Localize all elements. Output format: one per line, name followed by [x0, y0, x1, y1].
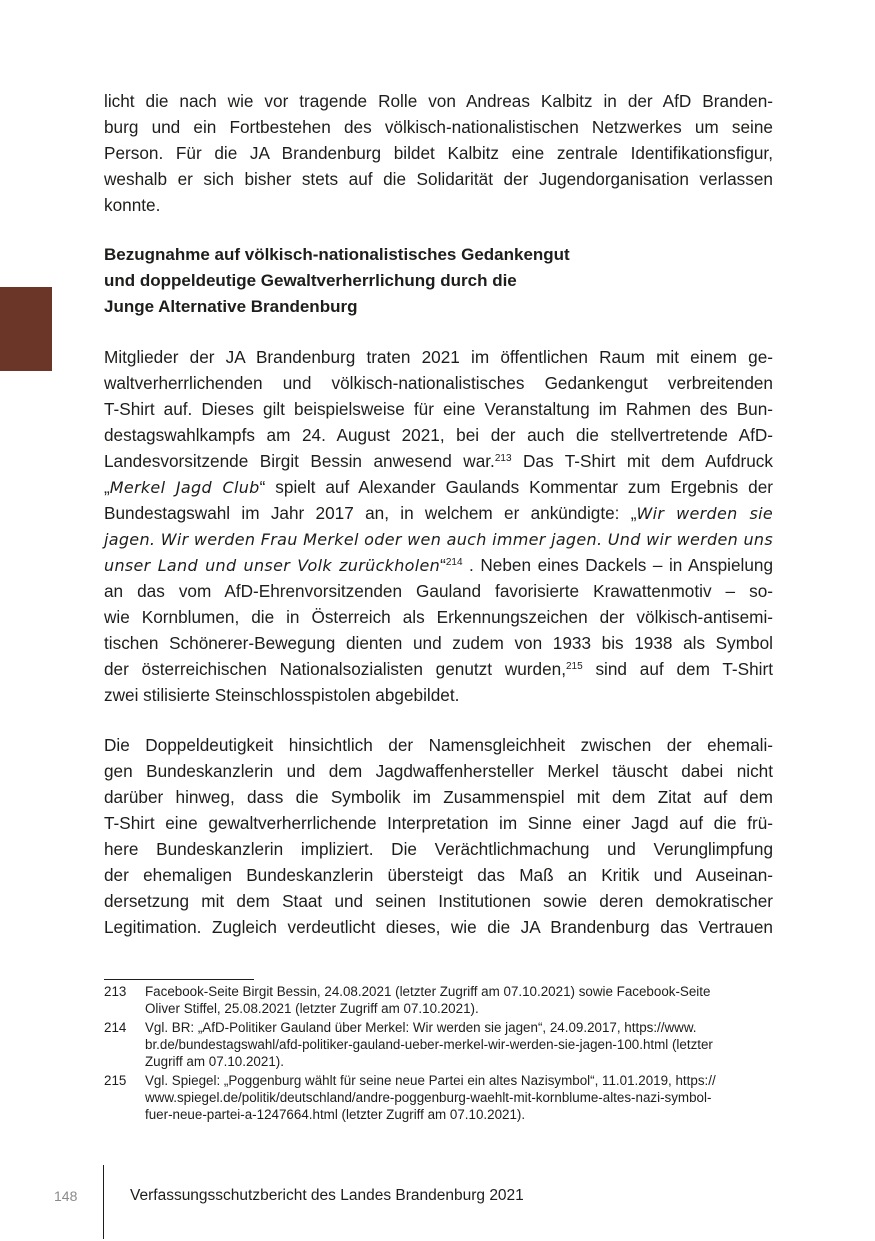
- footnotes: [104, 983, 773, 1125]
- quote-italic: Wir werden sie: [636, 504, 773, 523]
- text-line: zwei stilisierte Steinschlosspistolen abgebildet.: [104, 685, 460, 705]
- footnote-ref-213: 213: [494, 453, 512, 464]
- text-line: [104, 526, 773, 552]
- section-heading: [104, 242, 773, 320]
- text-line: unser Land und unser Volk zurückholen“$^{214}$ . Neben eines Dackels – in Anspielung: [104, 555, 773, 575]
- heading-line: Junge Alternative Brandenburg: [104, 297, 358, 316]
- footnote-divider: [104, 979, 254, 980]
- text-line: darüber hinweg, dass die Symbolik im Zusammenspiel mit dem Zitat auf dem: [104, 787, 773, 807]
- footnote-ref-214: 214: [445, 557, 463, 568]
- footnote-number: 215: [104, 1073, 127, 1088]
- footnote-line: fuer-neue-partei-a-1247664.html (letzter Zugriff am 07.10.2021).: [145, 1107, 526, 1122]
- text-line: destagswahlkampfs am 24. August 2021, bei der auch die stellvertretende AfD-: [104, 425, 773, 445]
- page-number: 148: [54, 1188, 78, 1204]
- text-line: „Merkel Jagd Club“ spielt auf Alexander Gaulands Kommentar zum Ergebnis der: [104, 477, 773, 497]
- chapter-edge-marker: [0, 287, 52, 371]
- paragraph-1: [104, 88, 773, 218]
- text-line: Die Doppeldeutigkeit hinsichtlich der Namensgleichheit zwischen der ehemali-: [104, 735, 773, 755]
- heading-line: Bezugnahme auf völkisch-nationalistisches Gedankengut: [104, 245, 570, 264]
- text-line: tischen Schönerer-Bewegung dienten und zudem von 1933 bis 1938 als Symbol: [104, 633, 773, 653]
- heading-line: und doppeldeutige Gewaltverherrlichung durch die: [104, 271, 517, 290]
- text-line: wie Kornblumen, die in Österreich als Erkennungszeichen der völkisch-antisemi-: [104, 607, 773, 627]
- text-line: Person. Für die JA Brandenburg bildet Kalbitz eine zentrale Identifikationsfigur,: [104, 143, 773, 163]
- text-line: Mitglieder der JA Brandenburg traten 2021 im öffentlichen Raum mit einem ge-: [104, 347, 773, 367]
- footnote-number: 214: [104, 1020, 127, 1035]
- text-line: Legitimation. Zugleich verdeutlicht dieses, wie die JA Brandenburg das Vertrauen: [104, 917, 773, 937]
- text-line: Landesvorsitzende Birgit Bessin anwesend war.$^{213}$ Das T-Shirt mit dem Aufdruck: [104, 451, 773, 471]
- text-line: waltverherrlichenden und völkisch-nationalistisches Gedankengut verbreitenden: [104, 373, 773, 393]
- text-line: here Bundeskanzlerin impliziert. Die Verächtlichmachung und Verunglimpfung: [104, 839, 773, 859]
- footnote-line: Zugriff am 07.10.2021).: [145, 1054, 284, 1069]
- footnote-215: [104, 1072, 773, 1123]
- quote-italic: unser Land und unser Volk zurückholen: [104, 556, 441, 575]
- text-line: der österreichischen Nationalsozialisten genutzt wurden,$^{215}$ sind auf dem T-Shirt: [104, 659, 773, 679]
- footnote-line: Oliver Stiffel, 25.08.2021 (letzter Zugriff am 07.10.2021).: [145, 1001, 479, 1016]
- text-line: licht die nach wie vor tragende Rolle von Andreas Kalbitz in der AfD Branden-: [104, 91, 773, 111]
- text-line: T-Shirt eine gewaltverherrlichende Interpretation im Sinne einer Jagd auf die frü-: [104, 813, 773, 833]
- footer-divider: [103, 1165, 104, 1239]
- text-line: Bundestagswahl im Jahr 2017 an, in welchem er ankündigte: „Wir werden sie: [104, 503, 773, 523]
- footnote-line: Vgl. Spiegel: „Poggenburg wählt für seine neue Partei ein altes Nazisymbol“, 11.01.2019, https://: [145, 1073, 716, 1088]
- paragraph-3: [104, 732, 773, 940]
- text-line: T-Shirt auf. Dieses gilt beispielsweise für eine Veranstaltung im Rahmen des Bun-: [104, 399, 773, 419]
- footnote-line: www.spiegel.de/politik/deutschland/andre-poggenburg-waehlt-mit-kornblume-altes-nazi-symbol-: [145, 1090, 712, 1105]
- text-line: gen Bundeskanzlerin und dem Jagdwaffenhersteller Merkel täuscht dabei nicht: [104, 761, 773, 781]
- quote-italic: Merkel Jagd Club: [109, 478, 260, 497]
- footnote-line: br.de/bundestagswahl/afd-politiker-gauland-ueber-merkel-wir-werden-sie-jagen-100.html (letzter: [145, 1037, 713, 1052]
- text-line: dersetzung mit dem Staat und seinen Institutionen sowie deren demokratischer: [104, 891, 773, 911]
- running-footer-title: Verfassungsschutzbericht des Landes Brandenburg 2021: [130, 1187, 524, 1204]
- body-text: [104, 88, 773, 940]
- quote-italic: jagen. Wir werden Frau Merkel oder wen auch immer jagen. Und wir werden uns: [104, 530, 773, 549]
- text-line: weshalb er sich bisher stets auf die Solidarität der Jugendorganisation verlassen: [104, 169, 773, 189]
- footnote-line: Facebook-Seite Birgit Bessin, 24.08.2021 (letzter Zugriff am 07.10.2021) sowie Facebook-Seite: [145, 984, 711, 999]
- paragraph-2: [104, 344, 773, 708]
- footnote-number: 213: [104, 984, 127, 999]
- text-line: konnte.: [104, 195, 161, 215]
- text-line: an das vom AfD-Ehrenvorsitzenden Gauland favorisierte Krawattenmotiv – so-: [104, 581, 773, 601]
- text-line: burg und ein Fortbestehen des völkisch-nationalistischen Netzwerkes um seine: [104, 117, 773, 137]
- text-line: der ehemaligen Bundeskanzlerin übersteigt das Maß an Kritik und Auseinan-: [104, 865, 773, 885]
- footnote-214: [104, 1019, 773, 1070]
- footnote-213: [104, 983, 773, 1017]
- footnote-line: Vgl. BR: „AfD-Politiker Gauland über Merkel: Wir werden sie jagen“, 24.09.2017, https://www.: [145, 1020, 697, 1035]
- footnote-ref-215: 215: [565, 661, 583, 672]
